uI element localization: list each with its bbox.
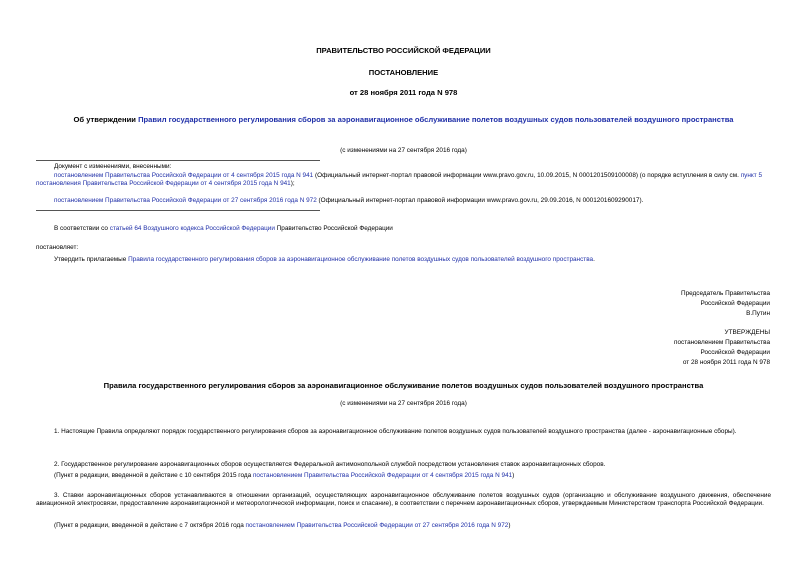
rules-item-2-note bbox=[54, 472, 514, 480]
revision-1-end: ); bbox=[290, 180, 295, 187]
approval-date: от 28 ноября 2011 года N 978 bbox=[682, 359, 770, 366]
approve-prefix: Утвердить прилагаемые bbox=[54, 256, 129, 263]
document-date-number: от 28 ноября 2011 года N 978 bbox=[349, 88, 458, 97]
approval-label: УТВЕРЖДЕНЫ bbox=[724, 329, 770, 336]
document-type: ПОСТАНОВЛЕНИЕ bbox=[368, 68, 439, 77]
title-rules-link[interactable]: Правил государственного регулирования сборов за аэронавигационное обслуживание полетов воздушных судов пользователей воздушного пространства bbox=[138, 115, 734, 124]
preamble-suffix: Правительство Российской Федерации bbox=[274, 225, 393, 232]
government-heading: ПРАВИТЕЛЬСТВО РОССИЙСКОЙ ФЕДЕРАЦИИ bbox=[316, 46, 491, 55]
signature-position: Председатель Правительства bbox=[681, 290, 770, 297]
title-prefix: Об утверждении bbox=[73, 115, 139, 124]
note-2-prefix: (Пункт в редакции, введенной в действие с 10 сентября 2015 года bbox=[54, 472, 253, 479]
note-3-suffix: ) bbox=[508, 522, 511, 529]
revision-2 bbox=[54, 197, 643, 205]
document-title bbox=[30, 114, 777, 125]
note-3-prefix: (Пункт в редакции, введенной в действие с 7 октября 2016 года bbox=[54, 522, 246, 529]
rules-title: Правила государственного регулирования сборов за аэронавигационное обслуживание полетов воздушных судов пользователей воздушного пространства bbox=[103, 381, 704, 390]
revision-1 bbox=[36, 172, 771, 188]
rules-item-3: 3. Ставки аэронавигационных сборов устанавливаются в отношении организаций, осуществляющих аэронавигационное обслуживание полетов воздушных судов (организацию и обслуживание воздушного движения, обеспечение авиационной электросвязи, предоставление аэронавигационной и метеорологической информации, поиск и спасание), в соответствии с перечнем аэронавигационных сборов, утверждаемым Министерством транспорта Российской Федерации. bbox=[36, 492, 771, 507]
note-2-link[interactable]: постановлением Правительства Российской Федерации от 4 сентября 2015 года N 941 bbox=[252, 472, 513, 479]
note-3-link[interactable]: постановлением Правительства Российской Федерации от 27 сентября 2016 года N 972 bbox=[245, 522, 509, 529]
revision-1-link[interactable]: постановлением Правительства Российской Федерации от 4 сентября 2015 года N 941 bbox=[54, 172, 314, 179]
preamble-prefix: В соответствии со bbox=[54, 225, 110, 232]
rules-item-1: 1. Настоящие Правила определяют порядок государственного регулирования сборов за аэронавигационное обслуживание полетов воздушных судов пользователей воздушного пространства (далее - аэронавигационные сборы). bbox=[54, 428, 737, 435]
approval-block bbox=[674, 328, 770, 368]
revisions-intro: Документ с изменениями, внесенными: bbox=[54, 163, 172, 170]
revision-2-link[interactable]: постановлением Правительства Российской Федерации от 27 сентября 2016 года N 972 bbox=[54, 197, 317, 204]
approve-paragraph bbox=[54, 256, 595, 264]
decides-label: постановляет: bbox=[36, 244, 79, 251]
signature-name: В.Путин bbox=[746, 310, 770, 317]
revisions-bottom-divider bbox=[36, 210, 320, 211]
rules-item-3-note bbox=[54, 522, 510, 530]
revisions-top-divider bbox=[36, 160, 320, 161]
approve-suffix: . bbox=[593, 256, 595, 263]
rules-changes-note: (с изменениями на 27 сентября 2016 года) bbox=[340, 400, 467, 407]
signature-block bbox=[681, 289, 770, 319]
approval-by: постановлением Правительства bbox=[674, 339, 770, 346]
note-2-suffix: ) bbox=[512, 472, 515, 479]
rules-item-2: 2. Государственное регулирование аэронавигационных сборов осуществляется Федеральной антимонопольной службой посредством установления ставок аэронавигационных сборов. bbox=[54, 461, 606, 468]
revision-1-enforcement-link[interactable]: пункт 5 постановления Правительства Российской Федерации от 4 сентября 2015 года N 941 bbox=[36, 172, 763, 187]
revision-1-text: (Официальный интернет-портал правовой информации www.pravo.gov.ru, 10.09.2015, N 0001201509100008) (о порядке вступления в силу см. bbox=[313, 172, 741, 179]
signature-country: Российской Федерации bbox=[700, 300, 770, 307]
preamble-paragraph bbox=[54, 225, 393, 233]
revision-2-text: (Официальный интернет-портал правовой информации www.pravo.gov.ru, 29.09.2016, N 0001201609290017). bbox=[316, 197, 644, 204]
approval-country: Российской Федерации bbox=[700, 349, 770, 356]
air-code-article-link[interactable]: статьей 64 Воздушного кодекса Российской Федерации bbox=[109, 225, 275, 232]
title-changes-note: (с изменениями на 27 сентября 2016 года) bbox=[340, 147, 467, 154]
approved-rules-link[interactable]: Правила государственного регулирования сборов за аэронавигационное обслуживание полетов воздушных судов пользователей воздушного пространства bbox=[128, 256, 594, 263]
